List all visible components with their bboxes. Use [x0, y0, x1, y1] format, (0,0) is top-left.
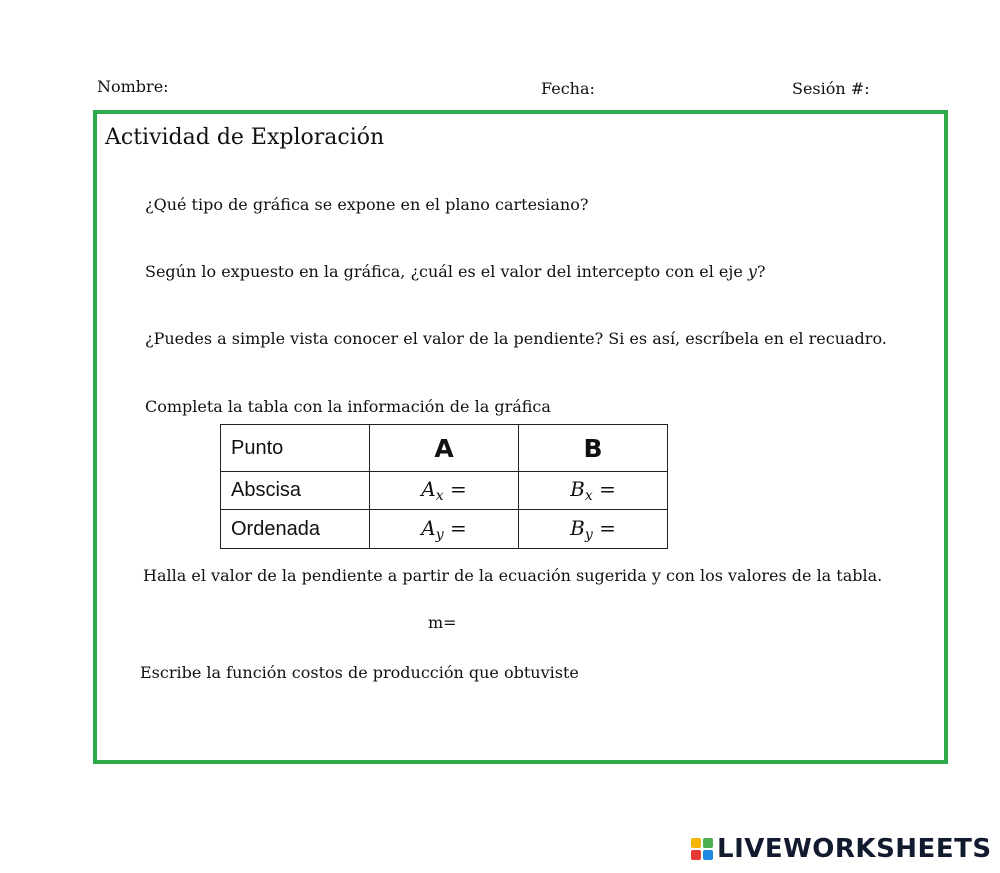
- var-a: A: [421, 515, 436, 540]
- axis-variable: y: [747, 262, 757, 281]
- equals-sign: =: [443, 477, 467, 501]
- sesion-label: Sesión #:: [792, 79, 870, 98]
- header-b: B: [519, 425, 668, 472]
- nombre-label: Nombre:: [97, 77, 169, 96]
- fecha-label: Fecha:: [541, 79, 595, 98]
- var-b: B: [570, 477, 585, 501]
- table-row-abscisa: [221, 472, 668, 510]
- logo-square: [691, 850, 701, 860]
- table-header-row: [221, 425, 668, 472]
- question-intercept: [145, 262, 766, 281]
- logo-text: LIVEWORKSHEETS: [717, 834, 992, 864]
- logo-square: [703, 850, 713, 860]
- question-intercept-text: Según lo expuesto en la gráfica, ¿cuál es el valor del intercepto con el eje: [145, 262, 748, 281]
- slope-m-label: m=: [428, 613, 457, 632]
- equals-sign: =: [592, 477, 616, 501]
- points-table: [220, 424, 668, 549]
- equals-sign: =: [592, 515, 616, 540]
- question-intercept-end: ?: [756, 262, 766, 281]
- question-find-slope: Halla el valor de la pendiente a partir de la ecuación sugerida y con los valores de la tabla.: [143, 566, 883, 585]
- activity-title: Actividad de Exploración: [105, 125, 385, 150]
- sub-x: x: [435, 488, 444, 504]
- sub-y: y: [584, 526, 593, 543]
- liveworksheets-logo: [691, 834, 992, 864]
- question-cost-function: Escribe la función costos de producción que obtuviste: [140, 663, 579, 682]
- sub-y: y: [435, 526, 444, 543]
- row-label-abscisa: Abscisa: [221, 472, 370, 510]
- equals-sign: =: [443, 515, 467, 540]
- question-slope: ¿Puedes a simple vista conocer el valor de la pendiente? Si es así, escríbela en el recuadro.: [145, 329, 887, 348]
- logo-mark-icon: [691, 838, 713, 860]
- cell-ay[interactable]: [370, 510, 519, 549]
- header-punto: Punto: [221, 425, 370, 472]
- sub-x: x: [584, 488, 593, 504]
- row-label-ordenada: Ordenada: [221, 510, 370, 549]
- var-a: A: [421, 477, 436, 501]
- var-b: B: [570, 515, 585, 540]
- cell-ax[interactable]: [370, 472, 519, 510]
- table-instruction: Completa la tabla con la información de la gráfica: [145, 397, 551, 416]
- table-row-ordenada: [221, 510, 668, 549]
- logo-square: [691, 838, 701, 848]
- question-graph-type: ¿Qué tipo de gráfica se expone en el plano cartesiano?: [145, 195, 589, 214]
- cell-bx[interactable]: [519, 472, 668, 510]
- cell-by[interactable]: [519, 510, 668, 549]
- logo-square: [703, 838, 713, 848]
- header-a: A: [370, 425, 519, 472]
